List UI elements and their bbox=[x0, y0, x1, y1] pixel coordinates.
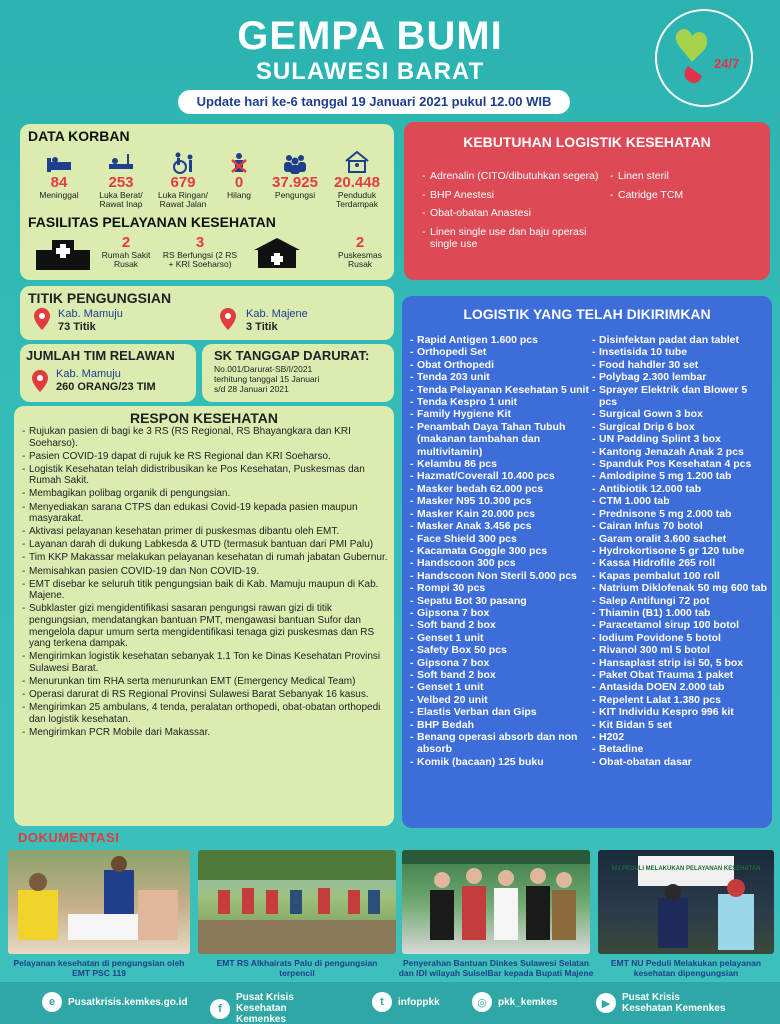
logistik-title: LOGISTIK YANG TELAH DIKIRIMKAN bbox=[463, 306, 711, 322]
list-item: - Tenda 203 unit bbox=[410, 371, 590, 383]
list-item: - Handscoon Non Steril 5.000 pcs bbox=[410, 570, 590, 582]
list-item: - Benang operasi absorb dan non absorb bbox=[410, 731, 590, 756]
svg-text:24/7: 24/7 bbox=[714, 56, 740, 71]
relawan-mamuju bbox=[56, 368, 156, 394]
place-value: 73 Titik bbox=[58, 321, 96, 333]
stat-label: Puskesmas Rusak bbox=[338, 250, 382, 269]
update-badge: Update hari ke-6 tanggal 19 Januari 2021 pukul 12.00 WIB bbox=[178, 90, 570, 114]
photo-caption: EMT NU Peduli Melakukan pelayanan kesehatan dipengungsian bbox=[610, 958, 762, 978]
list-item: - Membagikan polibag organik di pengungsian. bbox=[22, 488, 390, 500]
list-item: - Kantong Jenazah Anak 2 pcs bbox=[592, 446, 768, 458]
stat-value: 2 bbox=[355, 234, 365, 251]
footer-text: infoppkk bbox=[398, 996, 440, 1008]
list-item: - Hazmat/Coverall 10.400 pcs bbox=[410, 470, 590, 482]
photo-scene bbox=[198, 850, 396, 954]
titik-majene bbox=[246, 308, 308, 334]
list-item: - Repelent Lalat 1.380 pcs bbox=[592, 694, 768, 706]
photo-caption: Pelayanan kesehatan di pengungsian oleh EMT PSC 119 bbox=[13, 958, 185, 978]
stat-label: Rumah Sakit Rusak bbox=[101, 250, 151, 269]
list-item: - Soft band 2 box bbox=[410, 669, 590, 681]
list-item: - UN Padding Splint 3 box bbox=[592, 433, 768, 445]
pusat-krisis-logo bbox=[644, 6, 766, 110]
sk-panel bbox=[202, 344, 394, 402]
list-item: - Salep Antifungi 72 pot bbox=[592, 595, 768, 607]
data-korban-title: DATA KORBAN bbox=[28, 128, 130, 144]
relawan-panel bbox=[20, 344, 196, 402]
footer-instagram-link[interactable] bbox=[472, 992, 558, 1012]
list-item: - Iodium Povidone 5 botol bbox=[592, 632, 768, 644]
bed-icon bbox=[45, 154, 73, 174]
kebutuhan-title: KEBUTUHAN LOGISTIK KESEHATAN bbox=[463, 134, 711, 150]
house-icon bbox=[344, 150, 370, 174]
list-item: - Hansaplast strip isi 50, 5 box bbox=[592, 657, 768, 669]
web-icon: e bbox=[42, 992, 62, 1012]
list-item: - Linen steril bbox=[610, 170, 760, 183]
puskesmas-icon bbox=[252, 236, 302, 270]
list-item: - Masker N95 10.300 pcs bbox=[410, 495, 590, 507]
stat-label: Penduduk Terdampak bbox=[335, 190, 379, 209]
list-item: - Masker bedah 62.000 pcs bbox=[410, 483, 590, 495]
list-item: - Genset 1 unit bbox=[410, 632, 590, 644]
list-item: - Surgical Drip 6 box bbox=[592, 421, 768, 433]
page-subtitle: SULAWESI BARAT bbox=[255, 58, 485, 85]
stat-value: 0 bbox=[234, 174, 244, 191]
footer-text: pkk_kemkes bbox=[498, 996, 558, 1008]
list-item: - Insetisida 10 tube bbox=[592, 346, 768, 358]
list-item: - Layanan darah di dukung Labkesda & UTD (termasuk bantuan dari PMI Palu) bbox=[22, 539, 390, 551]
list-item: - BHP Bedah bbox=[410, 719, 590, 731]
stat-value: 3 bbox=[195, 234, 205, 251]
list-item: - Aktivasi pelayanan kesehatan primer di puskesmas dibantu oleh EMT. bbox=[22, 526, 390, 538]
list-item: - Kacamata Goggle 300 pcs bbox=[410, 545, 590, 557]
place-name: Kab. Mamuju bbox=[58, 308, 123, 320]
list-item: - Hydrokortisone 5 gr 120 tube bbox=[592, 545, 768, 557]
footer-text: Pusatkrisis.kemkes.go.id bbox=[68, 996, 188, 1008]
list-item: - Mengirimkan 25 ambulans, 4 tenda, peralatan orthopedi, obat-obatan orthopedi dan logistik kesehatan. bbox=[22, 702, 390, 725]
list-item: - Komik (bacaan) 125 buku bbox=[410, 756, 590, 768]
footer-web-link[interactable] bbox=[42, 992, 188, 1012]
list-item: - Penambah Daya Tahan Tubuh (makanan tambahan dan multivitamin) bbox=[410, 421, 590, 458]
stat-luka-berat bbox=[90, 150, 152, 209]
logistik-panel bbox=[402, 296, 772, 828]
sk-number: No.001/Darurat-SB/I/2021 bbox=[214, 364, 313, 374]
photo-scene bbox=[402, 850, 590, 954]
stat-luka-ringan bbox=[152, 150, 214, 209]
list-item: - Memisahkan pasien COVID-19 dan Non COVID-19. bbox=[22, 566, 390, 578]
list-item: - Paracetamol sirup 100 botol bbox=[592, 619, 768, 631]
photo-scene bbox=[598, 850, 774, 954]
list-item: - Antasida DOEN 2.000 tab bbox=[592, 681, 768, 693]
photo-scene bbox=[8, 850, 190, 954]
stat-label: Meninggal bbox=[39, 190, 79, 200]
list-item: - Soft band 2 box bbox=[410, 619, 590, 631]
list-item: - Rujukan pasien di bagi ke 3 RS (RS Regional, RS Bhayangkara dan KRI Soeharso). bbox=[22, 426, 390, 449]
fasilitas-stats bbox=[28, 234, 404, 280]
list-item: - Logistik Kesehatan telah didistribusikan ke Pos Kesehatan, Puskesmas dan Rumah Sakit. bbox=[22, 464, 390, 487]
list-item: - Natrium Diklofenak 50 mg 600 tab bbox=[592, 582, 768, 594]
stat-value: 253 bbox=[108, 174, 134, 191]
list-item: - Amlodipine 5 mg 1.200 tab bbox=[592, 470, 768, 482]
list-item: - Surgical Gown 3 box bbox=[592, 408, 768, 420]
list-item: - Mengirimkan logistik kesehatan sebanyak 1.1 Ton ke Dinas Kesehatan Provinsi Sulawesi Barat. bbox=[22, 651, 390, 674]
respon-list bbox=[22, 426, 390, 740]
list-item: - Kapas pembalut 100 roll bbox=[592, 570, 768, 582]
list-item: - Masker Anak 3.456 pcs bbox=[410, 520, 590, 532]
list-item: - Tim KKP Makassar melakukan pelayanan kesehatan di rumah jabatan Gubernur. bbox=[22, 552, 390, 564]
stat-label: RS Berfungsi (2 RS + KRI Soeharso) bbox=[162, 250, 238, 269]
list-item: - EMT disebar ke seluruh titik pengungsian baik di Kab. Mamuju maupun di Kab. Majene. bbox=[22, 579, 390, 602]
list-item: - Handscoon 300 pcs bbox=[410, 557, 590, 569]
korban-stats bbox=[28, 150, 404, 209]
missing-person-icon bbox=[228, 152, 250, 174]
list-item: - Gipsona 7 box bbox=[410, 657, 590, 669]
list-item: - Kelambu 86 pcs bbox=[410, 458, 590, 470]
list-item: - Sepatu Bot 30 pasang bbox=[410, 595, 590, 607]
list-item: - Garam oralit 3.600 sachet bbox=[592, 533, 768, 545]
list-item: - Elastis Verban dan Gips bbox=[410, 706, 590, 718]
list-item: - Subklaster gizi mengidentifikasi sasaran pengungsi rawan gizi di titik pengungsian, mendatangkan bantuan PMT, mengawasi bantuan Sufor dan mengelola dapur umum serta mengidentifikasi tenaga gizi puskesmas dan RS yang terkena dampak. bbox=[22, 603, 390, 649]
photo-penyerahan-bantuan bbox=[402, 850, 590, 954]
footer-twitter-link[interactable] bbox=[372, 992, 440, 1012]
list-item: - Rompi 30 pcs bbox=[410, 582, 590, 594]
location-pin-icon bbox=[34, 308, 50, 330]
list-item: - Kit Bidan 5 set bbox=[592, 719, 768, 731]
photo-emt-nu bbox=[598, 850, 774, 954]
titik-pengungsian-panel bbox=[20, 286, 394, 340]
people-icon bbox=[282, 152, 308, 174]
stat-label: Luka Berat/ Rawat Inap bbox=[99, 190, 143, 209]
page-title: GEMPA BUMI bbox=[237, 14, 503, 58]
list-item: - Menyediakan sarana CTPS dan edukasi Covid-19 kepada pasien maupun masyarakat. bbox=[22, 502, 390, 525]
list-item: - Disinfektan padat dan tablet bbox=[592, 334, 768, 346]
list-item: - Obat Orthopedi bbox=[410, 359, 590, 371]
stat-hilang bbox=[214, 150, 264, 206]
list-item: - Sprayer Elektrik dan Blower 5 pcs bbox=[592, 384, 768, 409]
list-item: - Gipsona 7 box bbox=[410, 607, 590, 619]
data-korban-panel bbox=[20, 124, 394, 280]
kebutuhan-list-1 bbox=[422, 170, 602, 257]
footer-text: Pusat Krisis Kesehatan Kemenkes bbox=[622, 992, 726, 1014]
stat-value: 37.925 bbox=[272, 174, 318, 191]
list-item: - Antibiotik 12.000 tab bbox=[592, 483, 768, 495]
wheelchair-icon bbox=[170, 152, 196, 174]
stat-pengungsi bbox=[264, 150, 326, 206]
list-item: - Thiamin (B1) 1.000 tab bbox=[592, 607, 768, 619]
hospital-icon bbox=[34, 238, 92, 270]
relawan-title: JUMLAH TIM RELAWAN bbox=[26, 348, 175, 363]
list-item: - Velbed 20 unit bbox=[410, 694, 590, 706]
fasilitas-rs-rusak bbox=[96, 234, 156, 269]
list-item: - Catridge TCM bbox=[610, 189, 760, 202]
list-item: - Rapid Antigen 1.600 pcs bbox=[410, 334, 590, 346]
stat-penduduk bbox=[326, 150, 388, 209]
list-item: - CTM 1.000 tab bbox=[592, 495, 768, 507]
list-item: - BHP Anestesi bbox=[422, 189, 602, 202]
list-item: - Kassa Hidrofile 265 roll bbox=[592, 557, 768, 569]
logistik-list-2 bbox=[592, 334, 768, 768]
list-item: - Obat-obatan dasar bbox=[592, 756, 768, 768]
list-item: - Family Hygiene Kit bbox=[410, 408, 590, 420]
location-pin-icon bbox=[220, 308, 236, 330]
stat-value: 2 bbox=[121, 234, 131, 251]
fasilitas-puskesmas bbox=[330, 234, 390, 269]
sk-date-start: terhitung tanggal 15 Januari bbox=[214, 374, 320, 384]
list-item: - Prednisone 5 mg 2.000 tab bbox=[592, 508, 768, 520]
instagram-icon: ◎ bbox=[472, 992, 492, 1012]
list-item: - Mengirimkan PCR Mobile dari Makassar. bbox=[22, 727, 390, 739]
respon-panel bbox=[14, 406, 394, 826]
list-item: - Linen single use dan baju operasi single use bbox=[422, 226, 602, 251]
hospital-bed-icon bbox=[107, 152, 135, 174]
photo-emt-psc bbox=[8, 850, 190, 954]
photo-caption: Penyerahan Bantuan Dinkes Sulawesi Selatan dan IDI wilayah SulselBar kepada Bupati Majene bbox=[398, 958, 594, 978]
stat-label: Hilang bbox=[226, 190, 252, 200]
header bbox=[0, 0, 780, 118]
photo-emt-alkhairats bbox=[198, 850, 396, 954]
list-item: - Tenda Kespro 1 unit bbox=[410, 396, 590, 408]
location-pin-icon bbox=[32, 370, 48, 392]
logistik-list-1 bbox=[410, 334, 590, 768]
fasilitas-rs-berfungsi bbox=[162, 234, 238, 269]
sk-details bbox=[214, 364, 319, 394]
list-item: - Polybag 2.300 lembar bbox=[592, 371, 768, 383]
place-name: Kab. Mamuju bbox=[56, 368, 121, 380]
list-item: - Genset 1 unit bbox=[410, 681, 590, 693]
list-item: - Paket Obat Trauma 1 paket bbox=[592, 669, 768, 681]
list-item: - Masker Kain 20.000 pcs bbox=[410, 508, 590, 520]
list-item: - H202 bbox=[592, 731, 768, 743]
list-item: - Food hahdler 30 set bbox=[592, 359, 768, 371]
svg-text:NU PEDULI MELAKUKAN PELAYANAN: NU PEDULI MELAKUKAN PELAYANAN KESEHATAN bbox=[611, 866, 761, 872]
place-name: Kab. Majene bbox=[246, 308, 308, 320]
kebutuhan-panel bbox=[404, 122, 770, 280]
footer-facebook-link[interactable] bbox=[210, 992, 328, 1024]
twitter-icon: t bbox=[372, 992, 392, 1012]
list-item: - Adrenalin (CITO/dibutuhkan segera) bbox=[422, 170, 602, 183]
titik-mamuju bbox=[58, 308, 123, 334]
list-item: - Obat-obatan Anastesi bbox=[422, 207, 602, 220]
stat-label: Pengungsi bbox=[274, 190, 316, 200]
footer-youtube-link[interactable] bbox=[596, 992, 732, 1014]
stat-value: 679 bbox=[170, 174, 196, 191]
titik-title: TITIK PENGUNGSIAN bbox=[28, 290, 172, 306]
kebutuhan-list-2 bbox=[610, 170, 760, 207]
list-item: - Spanduk Pos Kesehatan 4 pcs bbox=[592, 458, 768, 470]
facebook-icon: f bbox=[210, 999, 230, 1019]
list-item: - Pasien COVID-19 dapat di rujuk ke RS Regional dan KRI Soeharso. bbox=[22, 451, 390, 463]
youtube-icon: ▶ bbox=[596, 993, 616, 1013]
sk-title: SK TANGGAP DARURAT: bbox=[214, 348, 370, 363]
list-item: - Menurunkan tim RHA serta menurunkan EMT (Emergency Medical Team) bbox=[22, 676, 390, 688]
sk-date-end: s/d 28 Januari 2021 bbox=[214, 384, 289, 394]
stat-value: 20.448 bbox=[334, 174, 380, 191]
dokumentasi-title: DOKUMENTASI bbox=[18, 830, 120, 845]
place-value: 3 Titik bbox=[246, 321, 278, 333]
list-item: - Face Shield 300 pcs bbox=[410, 533, 590, 545]
list-item: - Operasi darurat di RS Regional Provinsi Sulawesi Barat Sebanyak 16 kasus. bbox=[22, 689, 390, 701]
list-item: - Orthopedi Set bbox=[410, 346, 590, 358]
list-item: - Betadine bbox=[592, 743, 768, 755]
fasilitas-title: FASILITAS PELAYANAN KESEHATAN bbox=[28, 214, 276, 230]
stat-value: 84 bbox=[50, 174, 68, 191]
stat-meninggal bbox=[28, 150, 90, 206]
list-item: - Safety Box 50 pcs bbox=[410, 644, 590, 656]
respon-title: RESPON KESEHATAN bbox=[129, 410, 279, 426]
footer-text: Pusat Krisis Kesehatan Kemenkes bbox=[236, 992, 294, 1024]
list-item: - KIT Individu Kespro 996 kit bbox=[592, 706, 768, 718]
list-item: - Cairan Infus 70 botol bbox=[592, 520, 768, 532]
photo-caption: EMT RS Alkhairats Palu di pengungsian terpencil bbox=[216, 958, 378, 978]
footer bbox=[0, 982, 780, 1024]
list-item: - Tenda Pelayanan Kesehatan 5 unit bbox=[410, 384, 590, 396]
stat-label: Luka Ringan/ Rawat Jalan bbox=[157, 190, 209, 209]
list-item: - Rivanol 300 ml 5 botol bbox=[592, 644, 768, 656]
place-value: 260 ORANG/23 TIM bbox=[56, 381, 156, 393]
